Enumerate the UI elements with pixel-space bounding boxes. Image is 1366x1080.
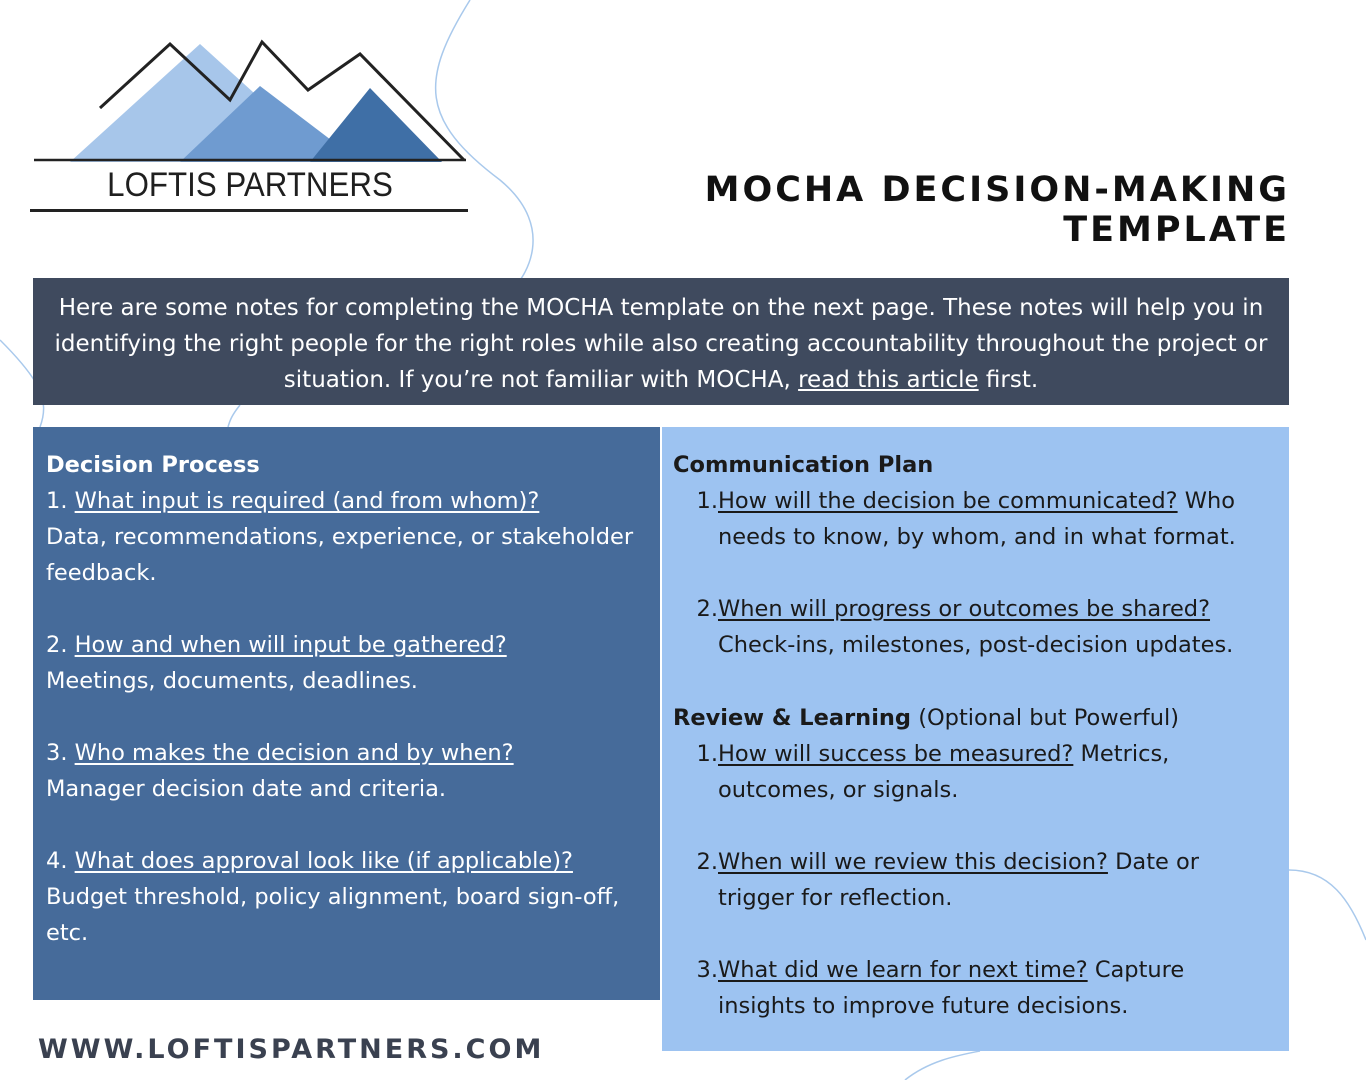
item-number: 3. xyxy=(696,957,718,983)
item-number: 2. xyxy=(696,596,718,622)
read-article-link[interactable]: read this article xyxy=(798,367,979,393)
review-learning-subheading: (Optional but Powerful) xyxy=(918,705,1180,731)
item-detail: Who needs to know, by whom, and in what format. xyxy=(718,488,1236,550)
item-question: How and when will input be gathered? xyxy=(74,632,507,658)
item-number: 1. xyxy=(46,488,68,514)
item-number: 4. xyxy=(46,848,68,874)
item-question: What did we learn for next time? xyxy=(718,957,1088,983)
item-question: When will we review this decision? xyxy=(718,849,1108,875)
review-learning-heading-row xyxy=(673,700,1275,736)
intro-text-end: first. xyxy=(978,367,1039,393)
item-detail: Check-ins, milestones, post-decision updates. xyxy=(718,632,1234,658)
communication-plan-heading: Communication Plan xyxy=(673,452,934,478)
intro-text: Here are some notes for completing the MOCHA template on the next page. These notes will help you in identifying the right people for the right roles while also creating accountability throughout the project or situation. If you’re not familiar with MOCHA, xyxy=(54,295,1268,393)
website-url[interactable]: WWW.LOFTISPARTNERS.COM xyxy=(38,1034,545,1065)
decision-item-3 xyxy=(46,735,646,807)
review-item-3 xyxy=(673,952,1275,1024)
decision-item-2 xyxy=(46,627,646,699)
review-item-1 xyxy=(673,736,1275,808)
item-question: How will the decision be communicated? xyxy=(718,488,1178,514)
item-detail: Capture insights to improve future decisions. xyxy=(718,957,1185,1019)
decision-process-panel xyxy=(33,427,660,1000)
item-detail: Manager decision date and criteria. xyxy=(46,776,447,802)
logo-wordmark: LOFTIS PARTNERS xyxy=(107,166,393,204)
logo-underline xyxy=(30,209,468,212)
item-detail: Budget threshold, policy alignment, board sign-off, etc. xyxy=(46,884,620,946)
decision-process-heading: Decision Process xyxy=(46,452,260,478)
item-number: 3. xyxy=(46,740,68,766)
item-number: 2. xyxy=(46,632,68,658)
page-title: MOCHA DECISION-MAKING TEMPLATE xyxy=(704,170,1290,250)
item-detail: Date or trigger for reflection. xyxy=(718,849,1200,911)
item-question: How will success be measured? xyxy=(718,741,1074,767)
item-detail: Meetings, documents, deadlines. xyxy=(46,668,418,694)
item-question: What input is required (and from whom)? xyxy=(74,488,540,514)
decision-item-1 xyxy=(46,483,646,591)
communication-item-1 xyxy=(673,483,1275,555)
communication-item-2 xyxy=(673,591,1275,663)
item-detail: Data, recommendations, experience, or stakeholder feedback. xyxy=(46,524,634,586)
item-question: What does approval look like (if applicable)? xyxy=(74,848,573,874)
review-item-2 xyxy=(673,844,1275,916)
item-detail: Metrics, outcomes, or signals. xyxy=(718,741,1170,803)
communication-review-panel xyxy=(662,427,1289,1051)
intro-banner xyxy=(33,278,1289,405)
decision-item-4 xyxy=(46,843,646,951)
item-number: 1. xyxy=(696,741,718,767)
item-question: Who makes the decision and by when? xyxy=(74,740,514,766)
item-number: 2. xyxy=(696,849,718,875)
review-learning-heading: Review & Learning xyxy=(673,705,912,731)
item-question: When will progress or outcomes be shared? xyxy=(718,596,1211,622)
item-number: 1. xyxy=(696,488,718,514)
